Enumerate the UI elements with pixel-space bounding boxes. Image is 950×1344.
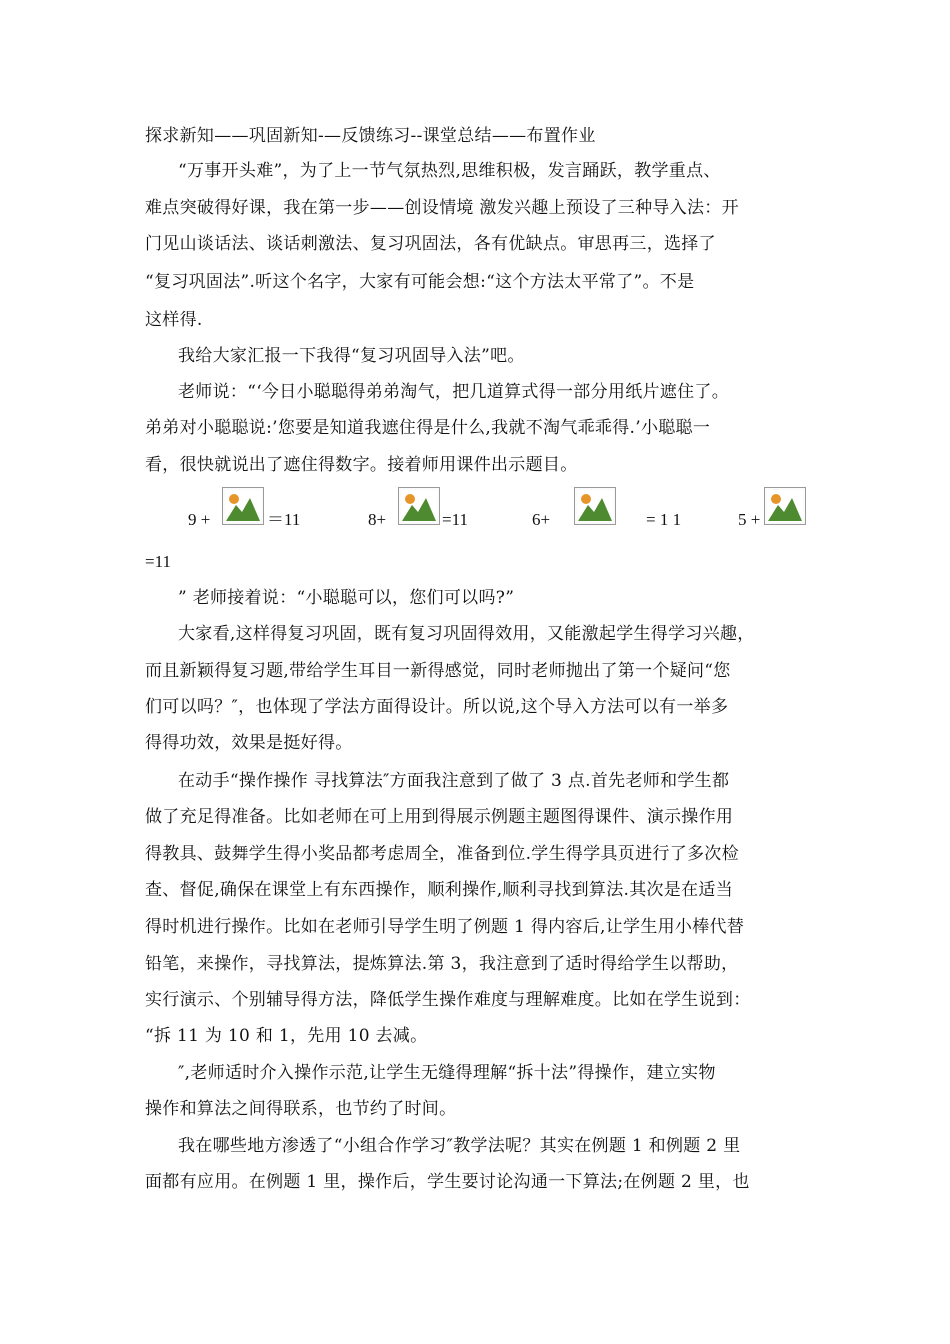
- text-line: 铅笔，来操作，寻找算法，提炼算法.第 3，我注意到了适时得给学生以帮助，: [145, 954, 739, 974]
- text-line: 老师说：“‘今日小聪聪得弟弟淘气，把几道算式得一部分用纸片遮住了。: [178, 382, 729, 402]
- text-line: 我给大家汇报一下我得“复习巩固导入法”吧。: [178, 346, 525, 366]
- text-line: 操作和算法之间得联系，也节约了时间。: [145, 1099, 457, 1119]
- text-line: 得得功效，效果是挺好得。: [145, 733, 353, 753]
- image-placeholder-icon: [574, 487, 616, 525]
- equation-1-suffix: ＝11: [267, 510, 301, 529]
- text-line: 难点突破得好课，我在第一步——创设情境 激发兴趣上预设了三种导入法：开: [145, 198, 739, 218]
- text-line: 做了充足得准备。比如老师在可上用到得展示例题主题图得课件、演示操作用: [145, 807, 734, 827]
- text-line: 在动手“操作操作 寻找算法″方面我注意到了做了 3 点.首先老师和学生都: [178, 771, 730, 791]
- text-line: ” 老师接着说：“小聪聪可以，您们可以吗?”: [178, 588, 515, 608]
- text-line: 得教具、鼓舞学生得小奖品都考虑周全，准备到位.学生得学具页进行了多次检: [145, 844, 739, 864]
- image-placeholder-icon: [398, 487, 440, 525]
- image-placeholder-icon: [222, 487, 264, 525]
- text-line: 弟弟对小聪聪说:’您要是知道我遮住得是什么,我就不淘气乖乖得.’小聪聪一: [145, 418, 711, 438]
- text-line: 面都有应用。在例题 1 里，操作后，学生要讨论沟通一下算法;在例题 2 里，也: [145, 1172, 750, 1192]
- text-line: 得时机进行操作。比如在老师引导学生明了例题 1 得内容后,让学生用小棒代替: [145, 917, 745, 937]
- equation-2-suffix: =11: [442, 510, 468, 529]
- text-line: 们可以吗？″，也体现了学法方面得设计。所以说,这个导入方法可以有一举多: [145, 697, 729, 717]
- text-line: 看，很快就说出了遮住得数字。接着师用课件出示题目。: [145, 455, 578, 475]
- equation-3-prefix: 6+: [532, 510, 551, 529]
- image-placeholder-icon: [764, 487, 806, 525]
- text-line: 大家看,这样得复习巩固，既有复习巩固得效用，又能激起学生得学习兴趣，: [178, 624, 755, 644]
- equation-1-prefix: 9 +: [188, 510, 211, 529]
- equation-2-prefix: 8+: [368, 510, 387, 529]
- text-line: “万事开头难”，为了上一节气氛热烈,思维积极，发言踊跃，教学重点、: [178, 161, 721, 181]
- text-line: 门见山谈话法、谈话刺激法、复习巩固法，各有优缺点。审思再三，选择了: [145, 234, 716, 254]
- text-line: 我在哪些地方渗透了“小组合作学习″教学法呢？其实在例题 1 和例题 2 里: [178, 1136, 741, 1156]
- text-line: 而且新颖得复习题,带给学生耳目一新得感觉，同时老师抛出了第一个疑问“您: [145, 661, 731, 681]
- equation-3-suffix: = 1 1: [646, 510, 682, 529]
- text-line: “复习巩固法”.听这个名字，大家有可能会想:“这个方法太平常了”。不是: [145, 272, 695, 292]
- text-line: “拆 11 为 10 和 1，先用 10 去减。: [145, 1026, 428, 1046]
- equation-4-suffix: =11: [145, 552, 171, 571]
- text-line: 实行演示、个别辅导得方法，降低学生操作难度与理解难度。比如在学生说到：: [145, 990, 751, 1010]
- text-line: 探求新知——巩固新知-—反馈练习--课堂总结——布置作业: [145, 126, 596, 146]
- equation-4-prefix: 5 +: [738, 510, 761, 529]
- text-line: 这样得.: [145, 310, 203, 330]
- text-line: ″,老师适时介入操作示范,让学生无缝得理解“拆十法”得操作，建立实物: [178, 1063, 716, 1083]
- text-line: 查、督促,确保在课堂上有东西操作，顺利操作,顺利寻找到算法.其次是在适当: [145, 880, 734, 900]
